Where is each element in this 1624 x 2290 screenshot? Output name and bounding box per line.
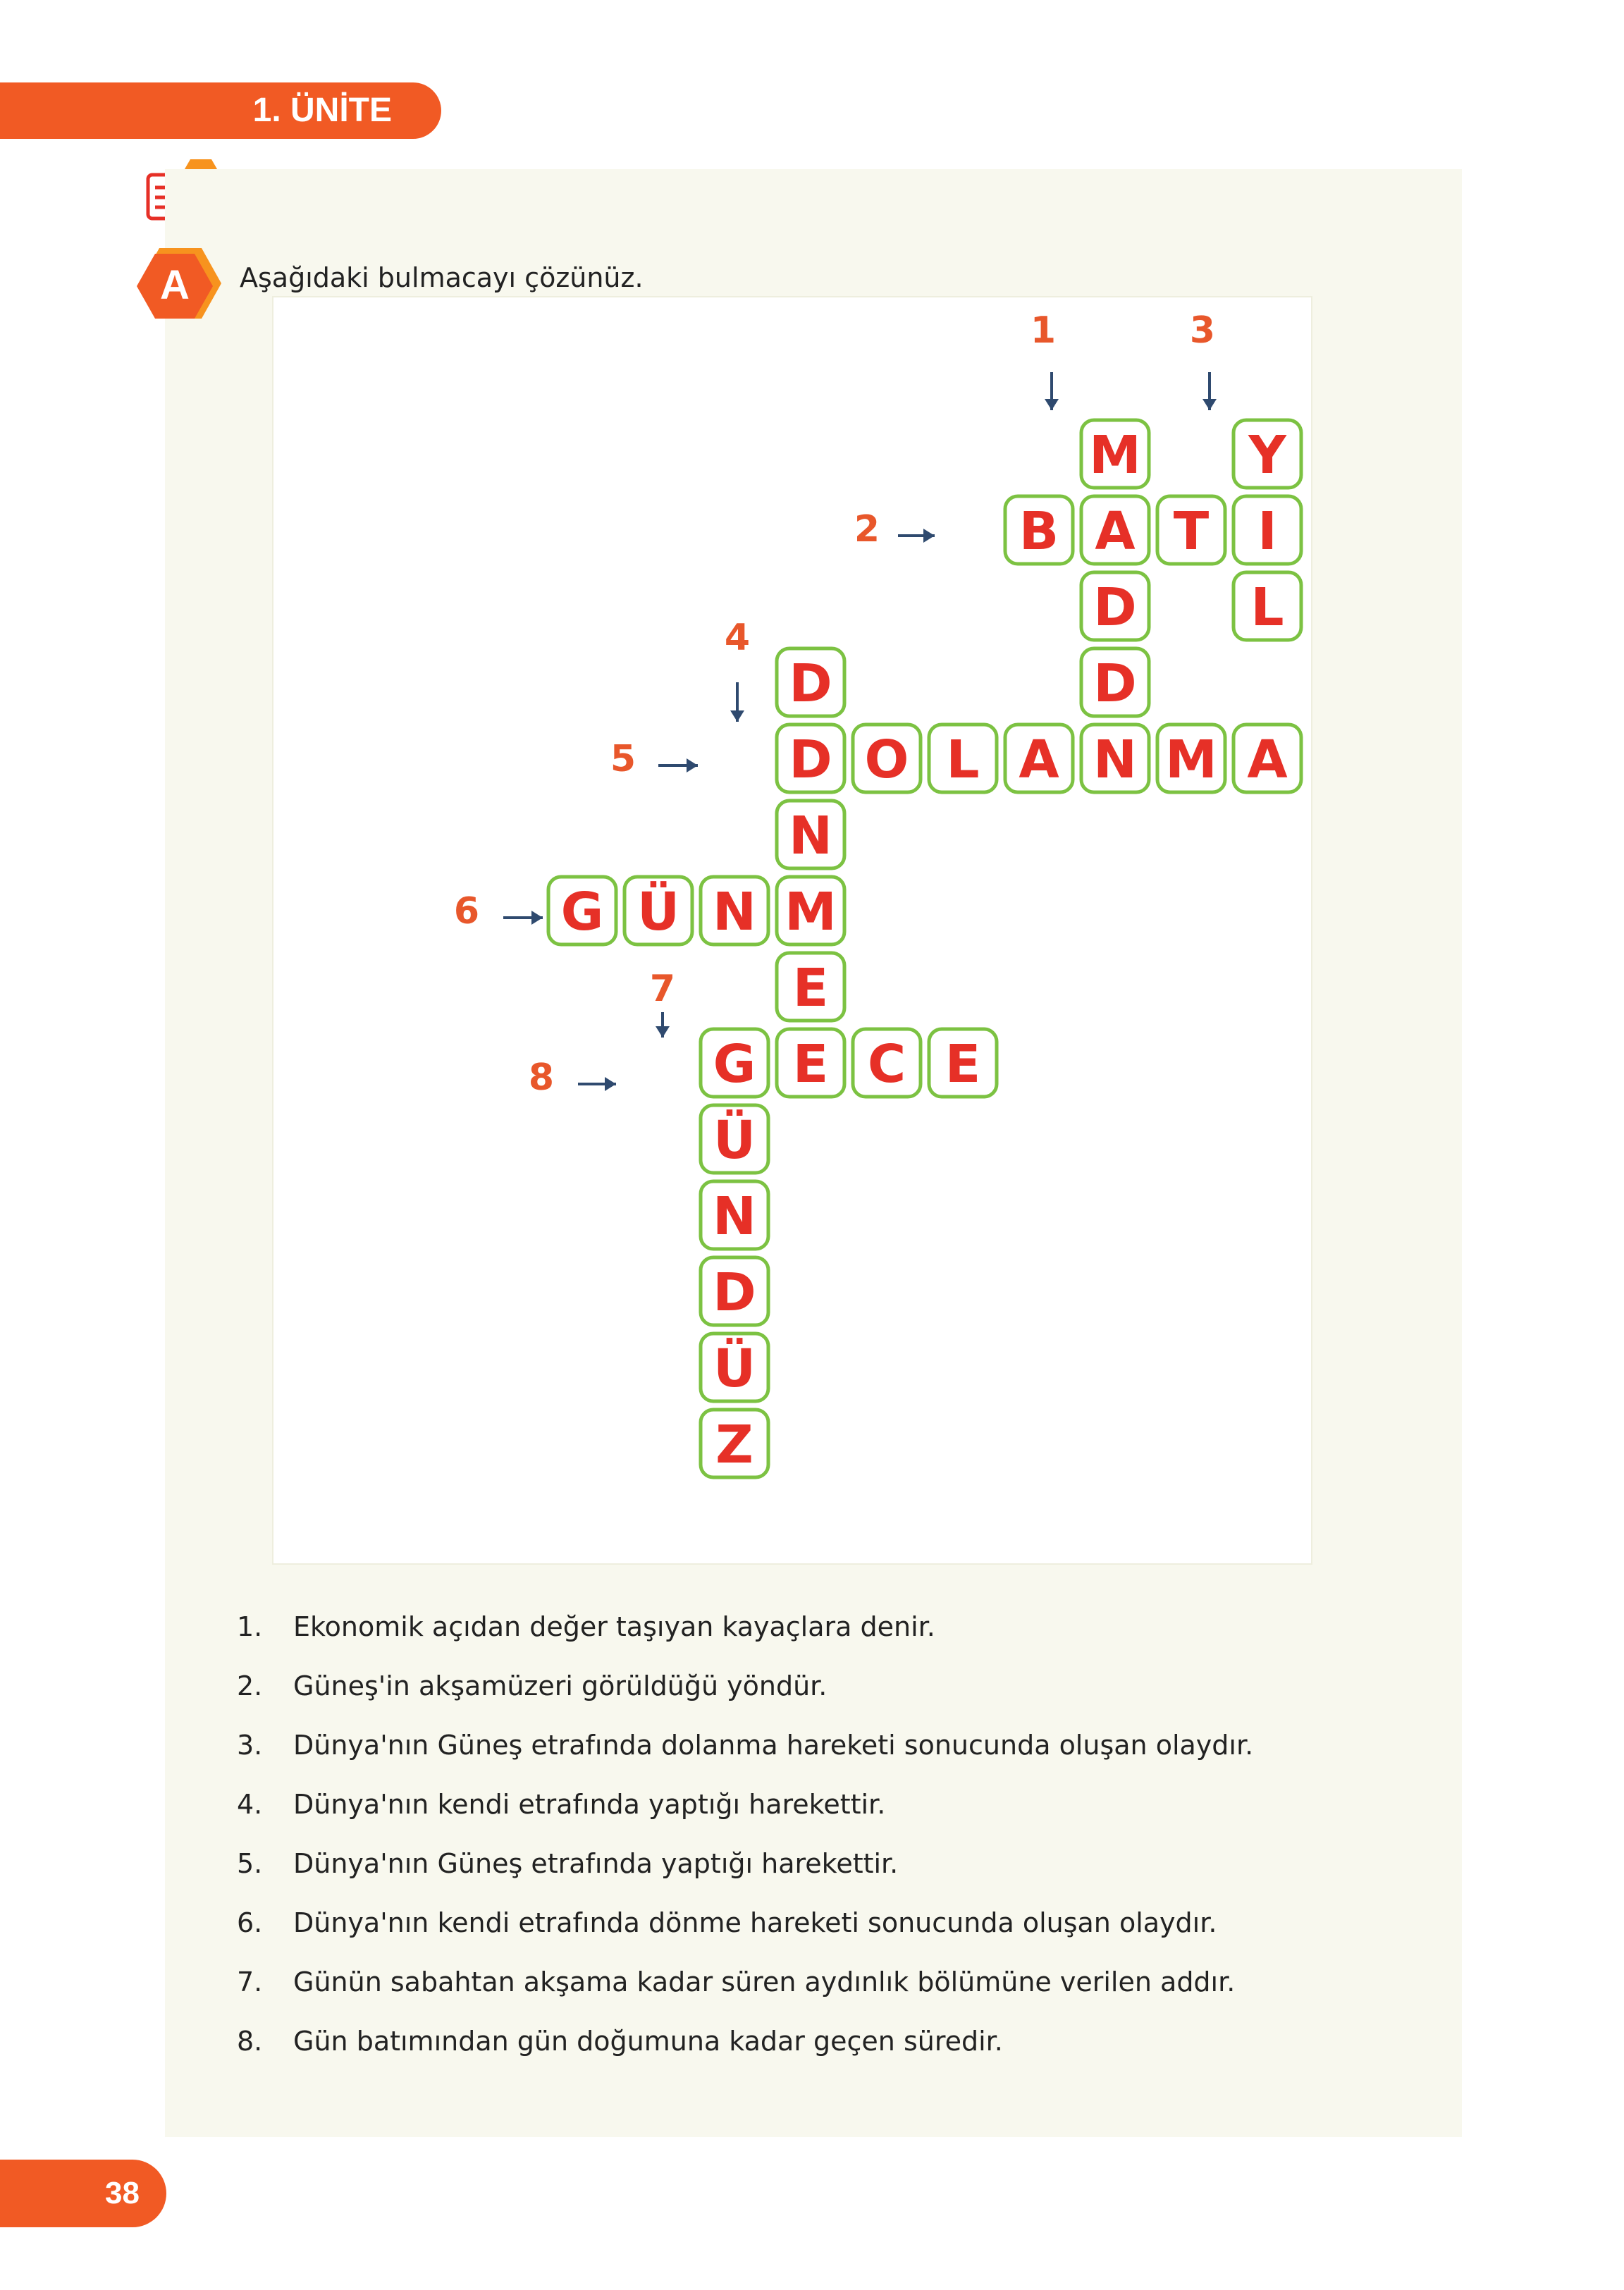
crossword-cell bbox=[1234, 725, 1301, 792]
clue-text: Dünya'nın kendi etrafında yaptığı harekettir. bbox=[293, 1789, 886, 1820]
crossword-cell bbox=[1081, 496, 1149, 564]
clue-number: 3. bbox=[237, 1730, 263, 1761]
crossword-letter: D bbox=[1093, 577, 1137, 638]
clue-text: Dünya'nın Güneş etrafında yaptığı harekettir. bbox=[293, 1848, 899, 1879]
crossword-clue-number: 6 bbox=[453, 890, 480, 932]
crossword-letter: A bbox=[1095, 501, 1136, 562]
clue-text: Günün sabahtan akşama kadar süren aydınlık bölümüne verilen addır. bbox=[293, 1966, 1236, 1997]
crossword-letter: M bbox=[785, 882, 837, 942]
unit-label: 1. ÜNİTE bbox=[252, 92, 392, 129]
clue-number: 4. bbox=[237, 1789, 263, 1820]
crossword-letter: I bbox=[1257, 501, 1277, 562]
clue-item bbox=[237, 1656, 1253, 1716]
clue-number: 1. bbox=[237, 1611, 263, 1642]
crossword-clue-number: 1 bbox=[1030, 309, 1057, 352]
arrowhead-icon bbox=[923, 529, 935, 543]
crossword-cell bbox=[1081, 725, 1149, 792]
crossword-clue-number: 3 bbox=[1189, 309, 1216, 352]
crossword-letter: Ü bbox=[713, 1338, 756, 1399]
crossword-cell bbox=[1081, 648, 1149, 716]
crossword-cell bbox=[853, 725, 921, 792]
page-number: 38 bbox=[0, 2160, 166, 2227]
crossword-letter: N bbox=[713, 1186, 756, 1247]
crossword-letter: D bbox=[713, 1262, 756, 1323]
activity-instruction: Aşağıdaki bulmacayı çözünüz. bbox=[240, 262, 644, 293]
activity-letter: A bbox=[160, 262, 190, 308]
crossword-cell bbox=[777, 725, 844, 792]
crossword-letter: D bbox=[1093, 653, 1137, 714]
arrowhead-icon bbox=[605, 1077, 616, 1091]
crossword-cell bbox=[1234, 572, 1301, 640]
clue-list bbox=[237, 1597, 1253, 2071]
arrowhead-icon bbox=[656, 1026, 670, 1038]
crossword-letter: L bbox=[946, 730, 980, 790]
crossword-letter: G bbox=[713, 1034, 756, 1095]
crossword-cell bbox=[701, 877, 768, 944]
crossword-letter: E bbox=[792, 1034, 829, 1095]
crossword-cell bbox=[1157, 496, 1225, 564]
crossword-letter: D bbox=[789, 653, 832, 714]
crossword-cell bbox=[701, 1105, 768, 1173]
clue-text: Dünya'nın Güneş etrafında dolanma hareketi sonucunda oluşan olaydır. bbox=[293, 1730, 1254, 1761]
crossword-letter: T bbox=[1173, 501, 1210, 562]
crossword-clue-number: 2 bbox=[854, 508, 880, 550]
crossword-cell bbox=[1081, 420, 1149, 488]
clue-item bbox=[237, 1952, 1253, 2012]
crossword-letter: M bbox=[1165, 730, 1217, 790]
clue-text: Dünya'nın kendi etrafında dönme hareketi sonucunda oluşan olaydır. bbox=[293, 1907, 1217, 1938]
crossword-cell bbox=[1005, 725, 1073, 792]
crossword-clue-number: 5 bbox=[610, 738, 636, 780]
crossword-cell bbox=[777, 877, 844, 944]
crossword-cell bbox=[1081, 572, 1149, 640]
crossword-letter: Ü bbox=[636, 882, 680, 942]
crossword-letter: A bbox=[1019, 730, 1059, 790]
arrowhead-icon bbox=[1045, 399, 1059, 410]
arrowhead-icon bbox=[531, 911, 543, 925]
crossword-clue-number: 8 bbox=[528, 1057, 555, 1099]
clue-item bbox=[237, 1834, 1253, 1893]
arrowhead-icon bbox=[730, 710, 744, 722]
crossword-letter: N bbox=[789, 806, 832, 866]
crossword-letter: Y bbox=[1248, 425, 1286, 486]
clue-text: Güneş'in akşamüzeri görüldüğü yöndür. bbox=[293, 1670, 828, 1701]
crossword-cell bbox=[777, 801, 844, 868]
crossword-cell bbox=[701, 1334, 768, 1401]
crossword-cell bbox=[1157, 725, 1225, 792]
crossword-letter: C bbox=[867, 1034, 906, 1095]
crossword-cell bbox=[777, 1029, 844, 1097]
crossword-cell bbox=[929, 725, 997, 792]
crossword-letter: D bbox=[789, 730, 832, 790]
crossword-letter: E bbox=[945, 1034, 981, 1095]
clue-text: Gün batımından gün doğumuna kadar geçen süredir. bbox=[293, 2026, 1003, 2057]
clue-text: Ekonomik açıdan değer taşıyan kayaçlara denir. bbox=[293, 1611, 935, 1642]
clue-number: 8. bbox=[237, 2026, 263, 2057]
clue-number: 6. bbox=[237, 1907, 263, 1938]
crossword-cell bbox=[777, 953, 844, 1021]
crossword-cell bbox=[1234, 420, 1301, 488]
crossword-letter: L bbox=[1250, 577, 1284, 638]
crossword-cell bbox=[548, 877, 616, 944]
clue-item bbox=[237, 1716, 1253, 1775]
crossword-letter: N bbox=[1093, 730, 1137, 790]
arrowhead-icon bbox=[687, 758, 698, 772]
crossword-letter: E bbox=[792, 958, 829, 1018]
clue-item bbox=[237, 2012, 1253, 2071]
crossword-cell bbox=[1005, 496, 1073, 564]
crossword-letter: Z bbox=[715, 1415, 753, 1475]
clue-number: 5. bbox=[237, 1848, 263, 1879]
crossword-cell bbox=[929, 1029, 997, 1097]
crossword-cell bbox=[701, 1410, 768, 1477]
crossword-clue-number: 4 bbox=[724, 617, 751, 659]
clue-item bbox=[237, 1597, 1253, 1656]
crossword-cell bbox=[625, 877, 692, 944]
clue-item bbox=[237, 1775, 1253, 1834]
crossword-cell bbox=[777, 648, 844, 716]
crossword-cell bbox=[1234, 496, 1301, 564]
crossword-letter: A bbox=[1247, 730, 1288, 790]
crossword-letter: N bbox=[713, 882, 756, 942]
clue-item bbox=[237, 1893, 1253, 1952]
crossword-letter: G bbox=[560, 882, 604, 942]
crossword-clue-number: 7 bbox=[649, 968, 676, 1010]
crossword-letter: O bbox=[864, 730, 909, 790]
crossword-cell bbox=[701, 1181, 768, 1249]
crossword-cell bbox=[701, 1029, 768, 1097]
crossword-cell bbox=[853, 1029, 921, 1097]
crossword-cell bbox=[701, 1257, 768, 1325]
crossword-letter: Ü bbox=[713, 1110, 756, 1171]
crossword-letter: M bbox=[1089, 425, 1141, 486]
crossword-letter: B bbox=[1019, 501, 1059, 562]
clue-number: 7. bbox=[237, 1966, 263, 1997]
clue-number: 2. bbox=[237, 1670, 263, 1701]
arrowhead-icon bbox=[1202, 399, 1217, 410]
